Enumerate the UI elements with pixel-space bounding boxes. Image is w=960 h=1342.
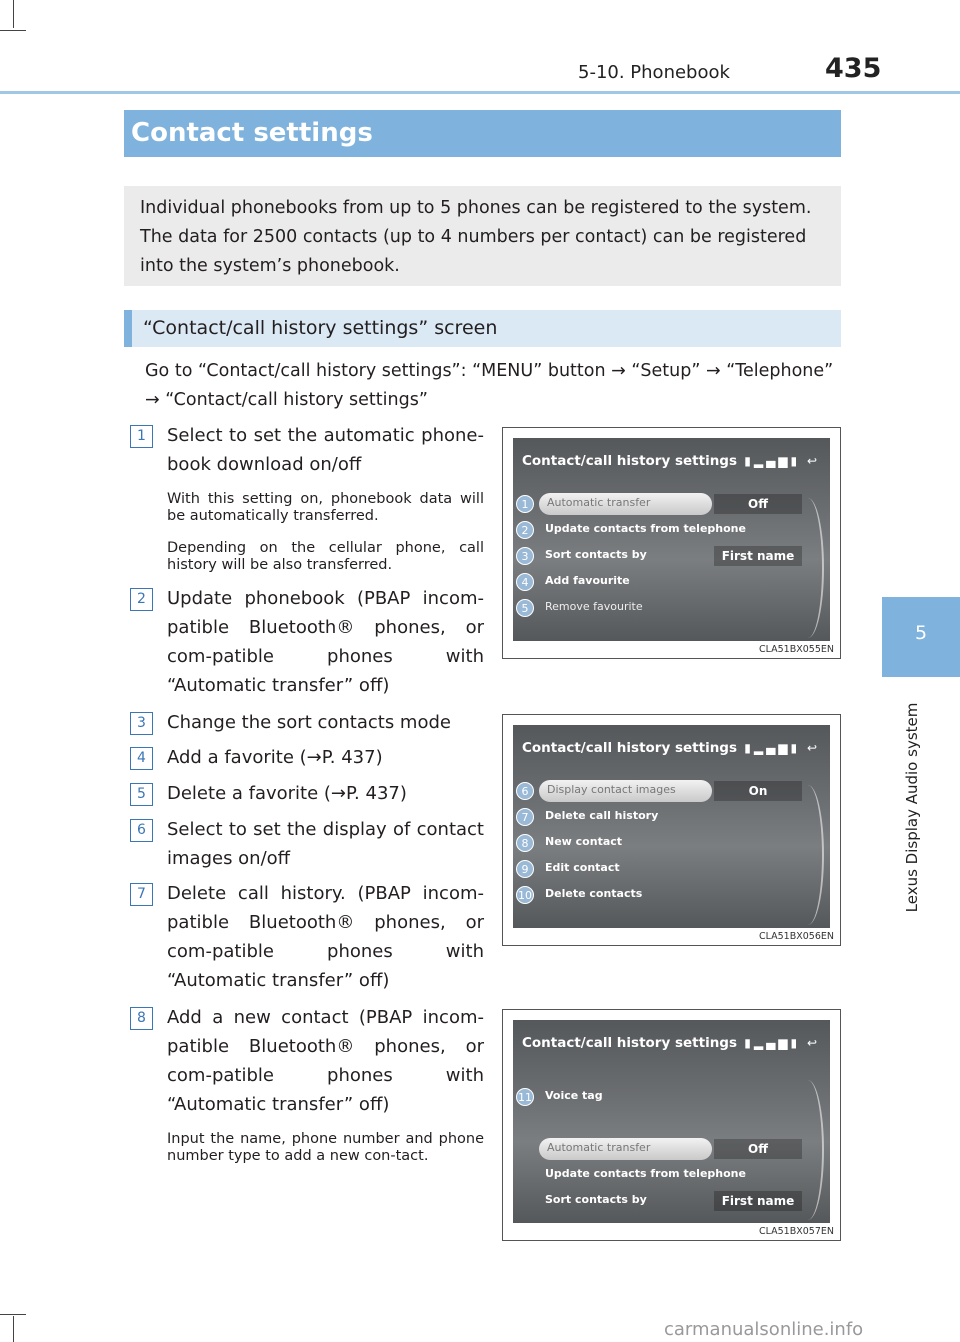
crop-mark xyxy=(0,30,26,31)
settings-row[interactable] xyxy=(513,597,813,619)
row-label: Delete call history xyxy=(545,809,659,822)
row-label: Edit contact xyxy=(545,861,620,874)
display-screen xyxy=(513,1020,830,1223)
row-callout: 10 xyxy=(516,886,534,904)
subheading-bar xyxy=(124,310,841,347)
settings-row[interactable] xyxy=(513,519,813,541)
settings-row[interactable] xyxy=(513,1190,813,1212)
status-icons: ▮▂▄▆▮ ↩ xyxy=(744,741,820,755)
item-number-badge: 8 xyxy=(130,1007,153,1030)
page-number: 435 xyxy=(825,53,882,84)
settings-row[interactable] xyxy=(513,780,813,802)
scroll-arc xyxy=(792,498,824,638)
item-text: Select to set the automatic phone-book download on/off xyxy=(167,425,484,475)
item-number-badge: 3 xyxy=(130,712,153,735)
row-label: Sort contacts by xyxy=(545,548,647,561)
item-text: Select to set the display of contact images on/off xyxy=(167,819,484,869)
item-note: Depending on the cellular phone, call history will be also transferred. xyxy=(167,540,484,573)
navigation-line: → “Contact/call history settings” xyxy=(145,390,428,410)
item-number-badge: 7 xyxy=(130,883,153,906)
item-number-badge: 5 xyxy=(130,783,153,806)
item-number-badge: 1 xyxy=(130,425,153,448)
display-screen xyxy=(513,438,830,641)
screenshot-figure xyxy=(502,1009,841,1241)
row-value[interactable]: Off xyxy=(714,1139,802,1159)
row-label: Remove favourite xyxy=(545,600,643,613)
header-section-title: 5-10. Phonebook xyxy=(578,62,730,83)
screen-title: Contact/call history settings xyxy=(522,740,738,756)
item-text: Update phonebook (PBAP incom-patible Bluetooth® phones, or com-patible phones with “Automatic transfer” off) xyxy=(167,588,484,696)
figure-caption: CLA51BX055EN xyxy=(759,644,834,655)
subheading: “Contact/call history settings” screen xyxy=(143,317,498,339)
figure-caption: CLA51BX056EN xyxy=(759,931,834,942)
settings-row[interactable] xyxy=(513,545,813,567)
row-label: Update contacts from telephone xyxy=(545,522,746,535)
chapter-label xyxy=(903,690,927,925)
status-icons: ▮▂▄▆▮ ↩ xyxy=(744,454,820,468)
settings-row[interactable] xyxy=(513,858,813,880)
row-value[interactable]: Off xyxy=(714,494,802,514)
settings-row[interactable] xyxy=(513,832,813,854)
toggle-pill[interactable] xyxy=(539,493,712,515)
row-label: Display contact images xyxy=(547,783,676,796)
item-note: Input the name, phone number and phone number type to add a new con-tact. xyxy=(167,1131,484,1164)
item-text: Add a favorite (→P. 437) xyxy=(167,747,383,768)
item-text: Delete a favorite (→P. 437) xyxy=(167,783,407,804)
settings-row[interactable] xyxy=(513,1086,813,1108)
row-callout: 7 xyxy=(516,808,534,826)
toggle-pill[interactable] xyxy=(539,1138,712,1160)
item-text: Add a new contact (PBAP incom-patible Bluetooth® phones, or com-patible phones with “Automatic transfer” off) xyxy=(167,1007,484,1115)
crop-mark xyxy=(13,0,14,28)
row-label: Update contacts from telephone xyxy=(545,1167,746,1180)
toggle-pill[interactable] xyxy=(539,780,712,802)
status-icons: ▮▂▄▆▮ ↩ xyxy=(744,1036,820,1050)
figure-caption: CLA51BX057EN xyxy=(759,1226,834,1237)
navigation-line: Go to “Contact/call history settings”: “MENU” button → “Setup” → “Telephone” xyxy=(145,361,834,381)
settings-row[interactable] xyxy=(513,884,813,906)
header-rule xyxy=(0,91,960,94)
row-callout: 9 xyxy=(516,860,534,878)
section-title-bar xyxy=(124,110,841,157)
settings-row[interactable] xyxy=(513,1138,813,1160)
display-screen xyxy=(513,725,830,928)
item-number-badge: 2 xyxy=(130,588,153,611)
screen-title: Contact/call history settings xyxy=(522,1035,738,1051)
row-callout: 1 xyxy=(516,495,534,513)
item-number-badge: 6 xyxy=(130,819,153,842)
item-text: Delete call history. (PBAP incom-patible Bluetooth® phones, or com-patible phones with “Automatic transfer” off) xyxy=(167,883,484,991)
row-value[interactable]: First name xyxy=(714,546,802,566)
row-value[interactable]: First name xyxy=(714,1191,802,1211)
subheading-accent xyxy=(124,310,132,347)
row-label: Voice tag xyxy=(545,1089,603,1102)
settings-row[interactable] xyxy=(513,493,813,515)
scroll-arc xyxy=(792,1080,824,1220)
row-value[interactable]: On xyxy=(714,781,802,801)
row-callout: 8 xyxy=(516,834,534,852)
row-callout: 4 xyxy=(516,573,534,591)
item-number-badge: 4 xyxy=(130,747,153,770)
intro-box xyxy=(124,186,841,286)
row-label: Add favourite xyxy=(545,574,630,587)
row-label: Automatic transfer xyxy=(547,1141,651,1154)
settings-row[interactable] xyxy=(513,806,813,828)
row-callout: 11 xyxy=(516,1088,534,1106)
item-text: Change the sort contacts mode xyxy=(167,712,451,733)
crop-mark xyxy=(13,1316,14,1342)
row-callout: 6 xyxy=(516,782,534,800)
scroll-arc xyxy=(792,785,824,925)
navigation-path xyxy=(145,357,835,415)
row-label: Sort contacts by xyxy=(545,1193,647,1206)
screen-title: Contact/call history settings xyxy=(522,453,738,469)
row-callout: 5 xyxy=(516,599,534,617)
chapter-number: 5 xyxy=(914,622,928,644)
item-note: With this setting on, phonebook data will be automatically transferred. xyxy=(167,491,484,524)
row-callout: 3 xyxy=(516,547,534,565)
watermark: carmanualsonline.info xyxy=(664,1319,864,1340)
row-label: Delete contacts xyxy=(545,887,643,900)
row-label: Automatic transfer xyxy=(547,496,651,509)
row-callout: 2 xyxy=(516,521,534,539)
crop-mark xyxy=(0,1314,26,1315)
chapter-label-text: Lexus Display Audio system xyxy=(903,702,921,913)
screenshot-figure xyxy=(502,427,841,659)
screenshot-figure xyxy=(502,714,841,946)
section-title: Contact settings xyxy=(131,118,373,148)
settings-row[interactable] xyxy=(513,571,813,593)
settings-row[interactable] xyxy=(513,1164,813,1186)
row-label: New contact xyxy=(545,835,623,848)
intro-text: Individual phonebooks from up to 5 phones can be registered to the system. The data for 2500 contacts (up to 4 numbers per contact) can be registered into the system’s phonebook. xyxy=(140,198,812,276)
